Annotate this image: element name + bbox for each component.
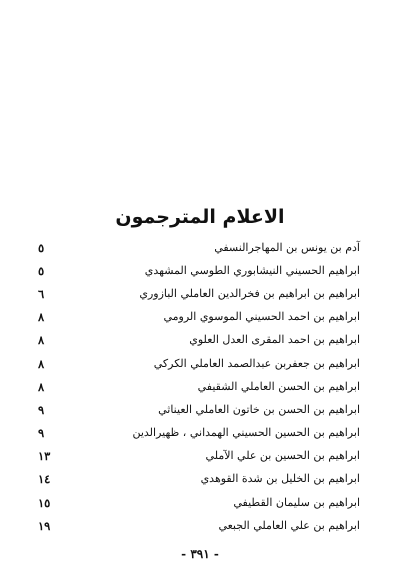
entry-page-number: ٨ (38, 333, 45, 348)
entry-name: ابراهيم بن الحسن بن خاتون العاملي العيناثي (158, 402, 360, 416)
entry-name: ابراهيم بن جعفربن عبدالصمد العاملي الكركي (153, 356, 360, 370)
entry-page-number: ١٩ (38, 518, 51, 533)
entry-page-number: ٩ (38, 402, 45, 417)
list-item (38, 306, 360, 329)
entry-page-number: ١٣ (38, 449, 51, 464)
entry-name: ابراهيم بن ابراهيم بن فخرالدين العاملي البازوري (139, 286, 360, 300)
page-number: - ٣٩١ - (181, 547, 219, 561)
entry-page-number: ١٤ (38, 472, 51, 487)
entry-name: ابراهيم بن سليمان القطيفي (233, 495, 360, 509)
entry-name: ابراهيم بن الخليل بن شدة القوهدي (200, 472, 360, 486)
entry-name: ابراهيم بن احمد الحسيني الموسوي الرومي (163, 310, 360, 324)
list-item (38, 468, 360, 491)
entry-page-number: ٨ (38, 379, 45, 394)
entry-name: ابراهيم بن احمد المقرى العدل العلوي (189, 333, 360, 347)
entry-name: ابراهيم بن الحسين الحسيني الهمداني ، ظهيرالدين (132, 426, 360, 440)
entry-page-number: ٦ (38, 286, 45, 301)
list-item (38, 352, 360, 375)
entry-name: آدم بن يونس بن المهاجرالنسفي (214, 240, 360, 254)
list-item (38, 445, 360, 468)
entry-page-number: ٩ (38, 426, 45, 441)
list-item (38, 398, 360, 421)
list-item (38, 236, 360, 259)
list-item (38, 514, 360, 537)
page-title: الاعلام المترجمون (115, 206, 285, 228)
index-list (38, 236, 360, 537)
entry-page-number: ٨ (38, 356, 45, 371)
list-item (38, 422, 360, 445)
entry-name: ابراهيم بن الحسين بن علي الآملي (205, 449, 360, 463)
list-item (38, 329, 360, 352)
entry-page-number: ١٥ (38, 495, 51, 510)
entry-name: ابراهيم الحسيني النيشابوري الطوسي المشهدي (144, 263, 360, 277)
list-item (38, 259, 360, 282)
entry-page-number: ٥ (38, 240, 45, 255)
entry-name: ابراهيم بن الحسن العاملي الشقيفي (197, 379, 360, 393)
entry-page-number: ٨ (38, 310, 45, 325)
list-item (38, 375, 360, 398)
entry-name: ابراهيم بن علي العاملي الجبعي (218, 518, 360, 532)
list-item (38, 282, 360, 305)
entry-page-number: ٥ (38, 263, 45, 278)
list-item (38, 491, 360, 514)
